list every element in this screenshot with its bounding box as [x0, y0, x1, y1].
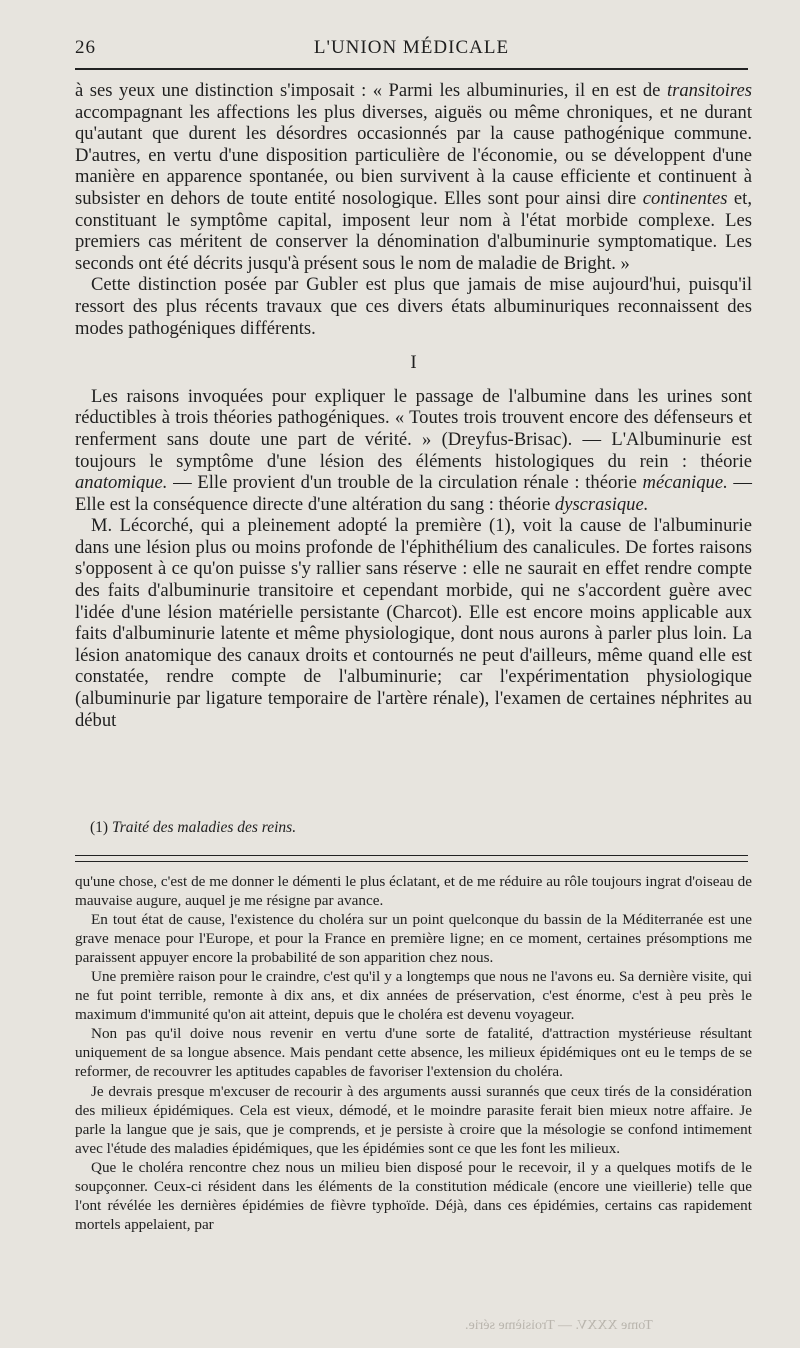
paragraph-lecorche: M. Lécorché, qui a pleinement adopté la première (1), voit la cause de l'albuminurie dans une lésion plus ou moins profonde de l'éphithélium des canalicules. De fortes raisons s'opposent à ce qu'on puisse s'y rallier sans réserve : elle ne saurait en effet rendre compte des faits d'albuminurie transitoire et cependant morbide, qui ne s'accordent guère avec l'idée d'une lésion matérielle persistante (Charcot). Elle est encore moins applicable aux faits d'albuminurie latente et même physiologique, dont nous aurons à parler plus loin. La lésion anatomique des canaux droits et contournés ne peut d'ailleurs, même quand elle est constatée, rendre compte de l'albuminurie; car l'expérimentation physiologique (albuminurie par ligature temporaire de l'artère rénale), l'examen de certaines néphrites au début — [75, 515, 752, 731]
feuilleton-rule-bottom — [75, 861, 748, 862]
italic-term: anatomique. — [75, 472, 168, 494]
feuilleton-paragraph: Non pas qu'il doive nous revenir en vertu d'une sorte de fatalité, d'attraction mystérieuse résultant uniquement de sa longue absence. Mais pendant cette absence, les milieux épidémiques ont eu le temps de se reformer, de recouvrer les aptitudes capables de favoriser l'extension du choléra. — [75, 1025, 752, 1081]
bleed-through-footer: Tome XXXV. — Troisième série. — [465, 1318, 653, 1333]
feuilleton-paragraph: Une première raison pour le craindre, c'est qu'il y a longtemps que nous ne l'avons eu. Sa dernière visite, qui ne fut point terrible, remonte à dix ans, et dix années de préservation, c'est énorme, c'est à peu près le maximum d'immunité qu'on ait atteint, depuis que le choléra est devenu voyageur. — [75, 968, 752, 1024]
text-run: accompagnant les affections les plus diverses, aiguës ou même chroniques, et ne durant qu'autant que durent les désordres occasionnés par la cause pathogénique commune. D'autres, en vertu d'une disposition particulière de l'économie, ou se développent d'une manière en apparence spontanée, ou bien survivent à la cause efficiente et continuent à subsister en dehors de toute entité nosologique. Elles sont pour ainsi dire — [75, 101, 752, 209]
italic-term: mécanique. — [642, 472, 728, 494]
paragraph-distinction: Cette distinction posée par Gubler est plus que jamais de mise aujourd'hui, puisqu'il ressort des plus récents travaux que ces divers états albuminuriques reconnaissent des modes pathogéniques différents. — [75, 274, 752, 339]
footnote-text: Traité des maladies des reins. — [111, 819, 297, 836]
page-number: 26 — [75, 37, 96, 58]
paragraph-gubler-quote — [75, 80, 752, 274]
feuilleton-paragraph: Que le choléra rencontre chez nous un milieu bien disposé pour le recevoir, il y a quelques motifs de le soupçonner. Ceux-ci résident dans les éléments de la constitution médicale (encore une vieillerie) telle que l'ont révélée les dernières épidémies de fièvre typhoïde. Déjà, dans ces épidémies, certains cas rapidement mortels appelaient, par — [75, 1158, 752, 1233]
italic-term: transitoires — [666, 80, 752, 101]
text-run: à ses yeux une distinction s'imposait : « Parmi les albuminuries, il en est de — [75, 80, 667, 101]
text-run: — Elle provient d'un trouble de la circulation rénale : théorie — [167, 472, 643, 494]
text-run: — Elle est la conséquence directe d'une altération du sang : théorie — [75, 472, 752, 515]
feuilleton-rule-top — [75, 855, 748, 856]
feuilleton-paragraph: Je devrais presque m'excuser de recourir à des arguments aussi surannés que ceux tirés de la considération des milieux épidémiques. Cela est vieux, démodé, et le moindre parasite ferait bien mieux notre affaire. Je parle la langue que je sais, que je comprends, et je persiste à croire que la mésologie se confond intimement avec l'étude des maladies épidémiques, que les épidémies sont ce que les font les milieux. — [75, 1082, 752, 1157]
section-number: I — [410, 352, 417, 374]
main-text — [75, 80, 752, 731]
footnote — [90, 818, 752, 838]
footnote-marker: (1) — [90, 819, 112, 836]
header-rule — [75, 68, 748, 70]
text-run: et, constituant le symptôme capital, imposent leur nom à l'état morbide complexe. Les premiers cas méritent de conserver la dénomination d'albuminurie symptomatique. Les seconds ont été décrits jusqu'à présent sous le nom de maladie de Bright. » — [75, 187, 752, 274]
paragraph-theories — [75, 386, 752, 516]
italic-term: continentes — [642, 187, 728, 209]
feuilleton-paragraph: En tout état de cause, l'existence du choléra sur un point quelconque du bassin de la Méditerranée est une grave menace pour l'Europe, et pour la France en première ligne; en ce moment, certaines présomptions me paraissent appuyer encore la probabilité de son apparition chez nous. — [75, 911, 752, 967]
italic-term: dyscrasique. — [554, 493, 649, 515]
text-run: Les raisons invoquées pour expliquer le passage de l'albumine dans les urines sont réductibles à trois théories pathogéniques. « Toutes trois trouvent encore des défenseurs et renferment sans doute une part de vérité. » (Dreyfus-Brisac). — L'Albuminurie est toujours le symptôme d'une lésion des éléments histologiques du rein : théorie — [75, 385, 752, 472]
feuilleton-paragraph: qu'une chose, c'est de me donner le démenti le plus éclatant, et de me réduire au rôle toujours ingrat d'oiseau de mauvaise augure, auquel je me résigne par avance. — [75, 873, 752, 910]
feuilleton-text — [75, 872, 752, 1234]
running-header — [75, 33, 748, 63]
journal-title: L'UNION MÉDICALE — [313, 37, 510, 58]
